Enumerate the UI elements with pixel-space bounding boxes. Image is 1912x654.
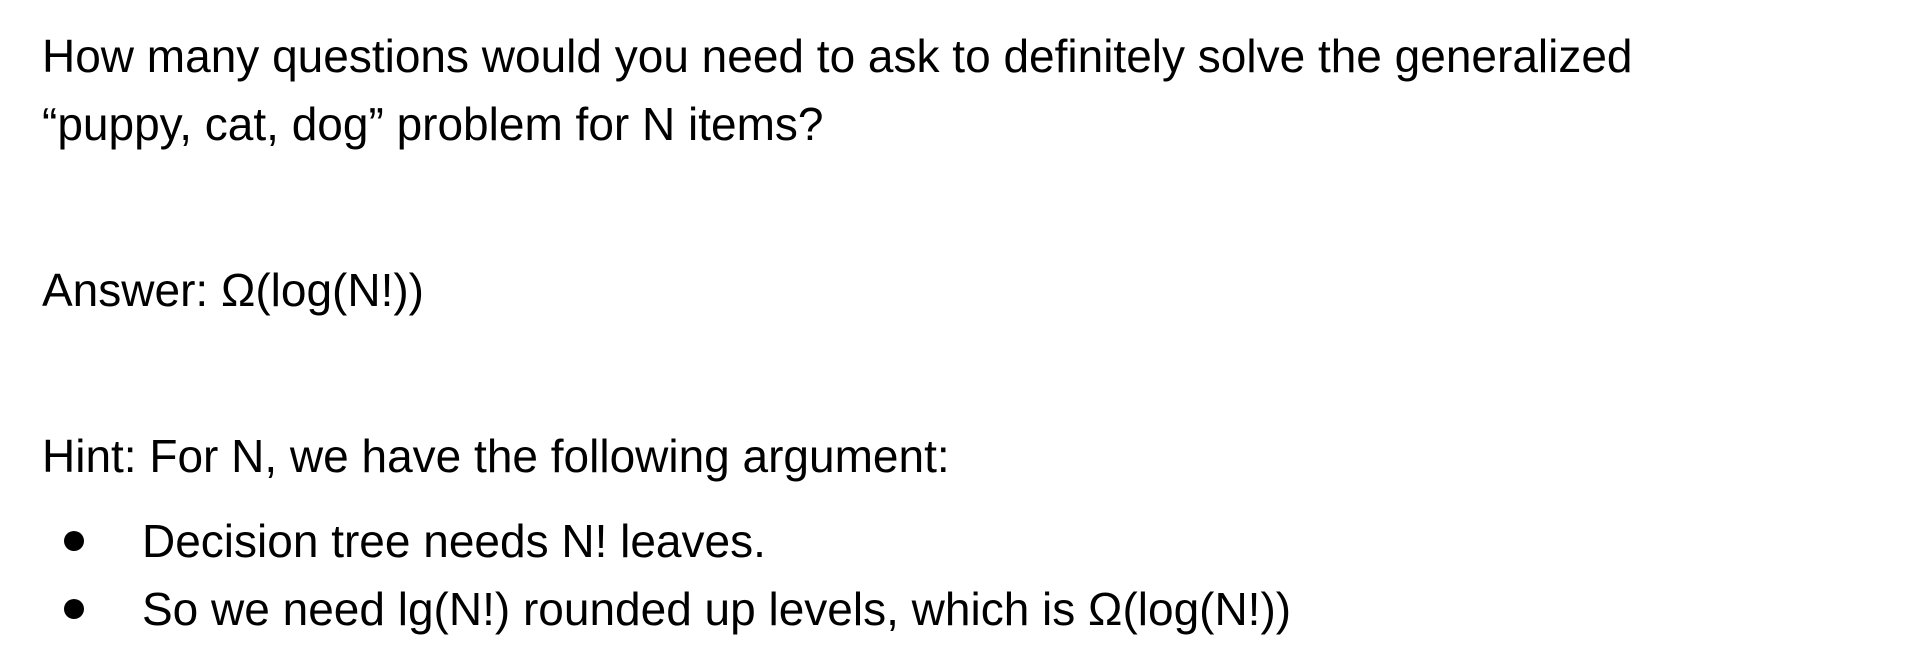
bullet-dot-icon	[64, 599, 84, 619]
answer-text: Answer: Ω(log(N!))	[42, 264, 424, 316]
bullet-text: So we need lg(N!) rounded up levels, which is Ω(log(N!))	[142, 583, 1292, 635]
bullet-dot-icon	[64, 531, 84, 551]
question-text	[42, 22, 1633, 158]
question-line-2: “puppy, cat, dog” problem for N items?	[42, 98, 824, 150]
hint-text: Hint: For N, we have the following argument:	[42, 430, 950, 482]
question-line-1: How many questions would you need to ask to definitely solve the generalized	[42, 30, 1633, 82]
bullet-text: Decision tree needs N! leaves.	[142, 515, 766, 567]
